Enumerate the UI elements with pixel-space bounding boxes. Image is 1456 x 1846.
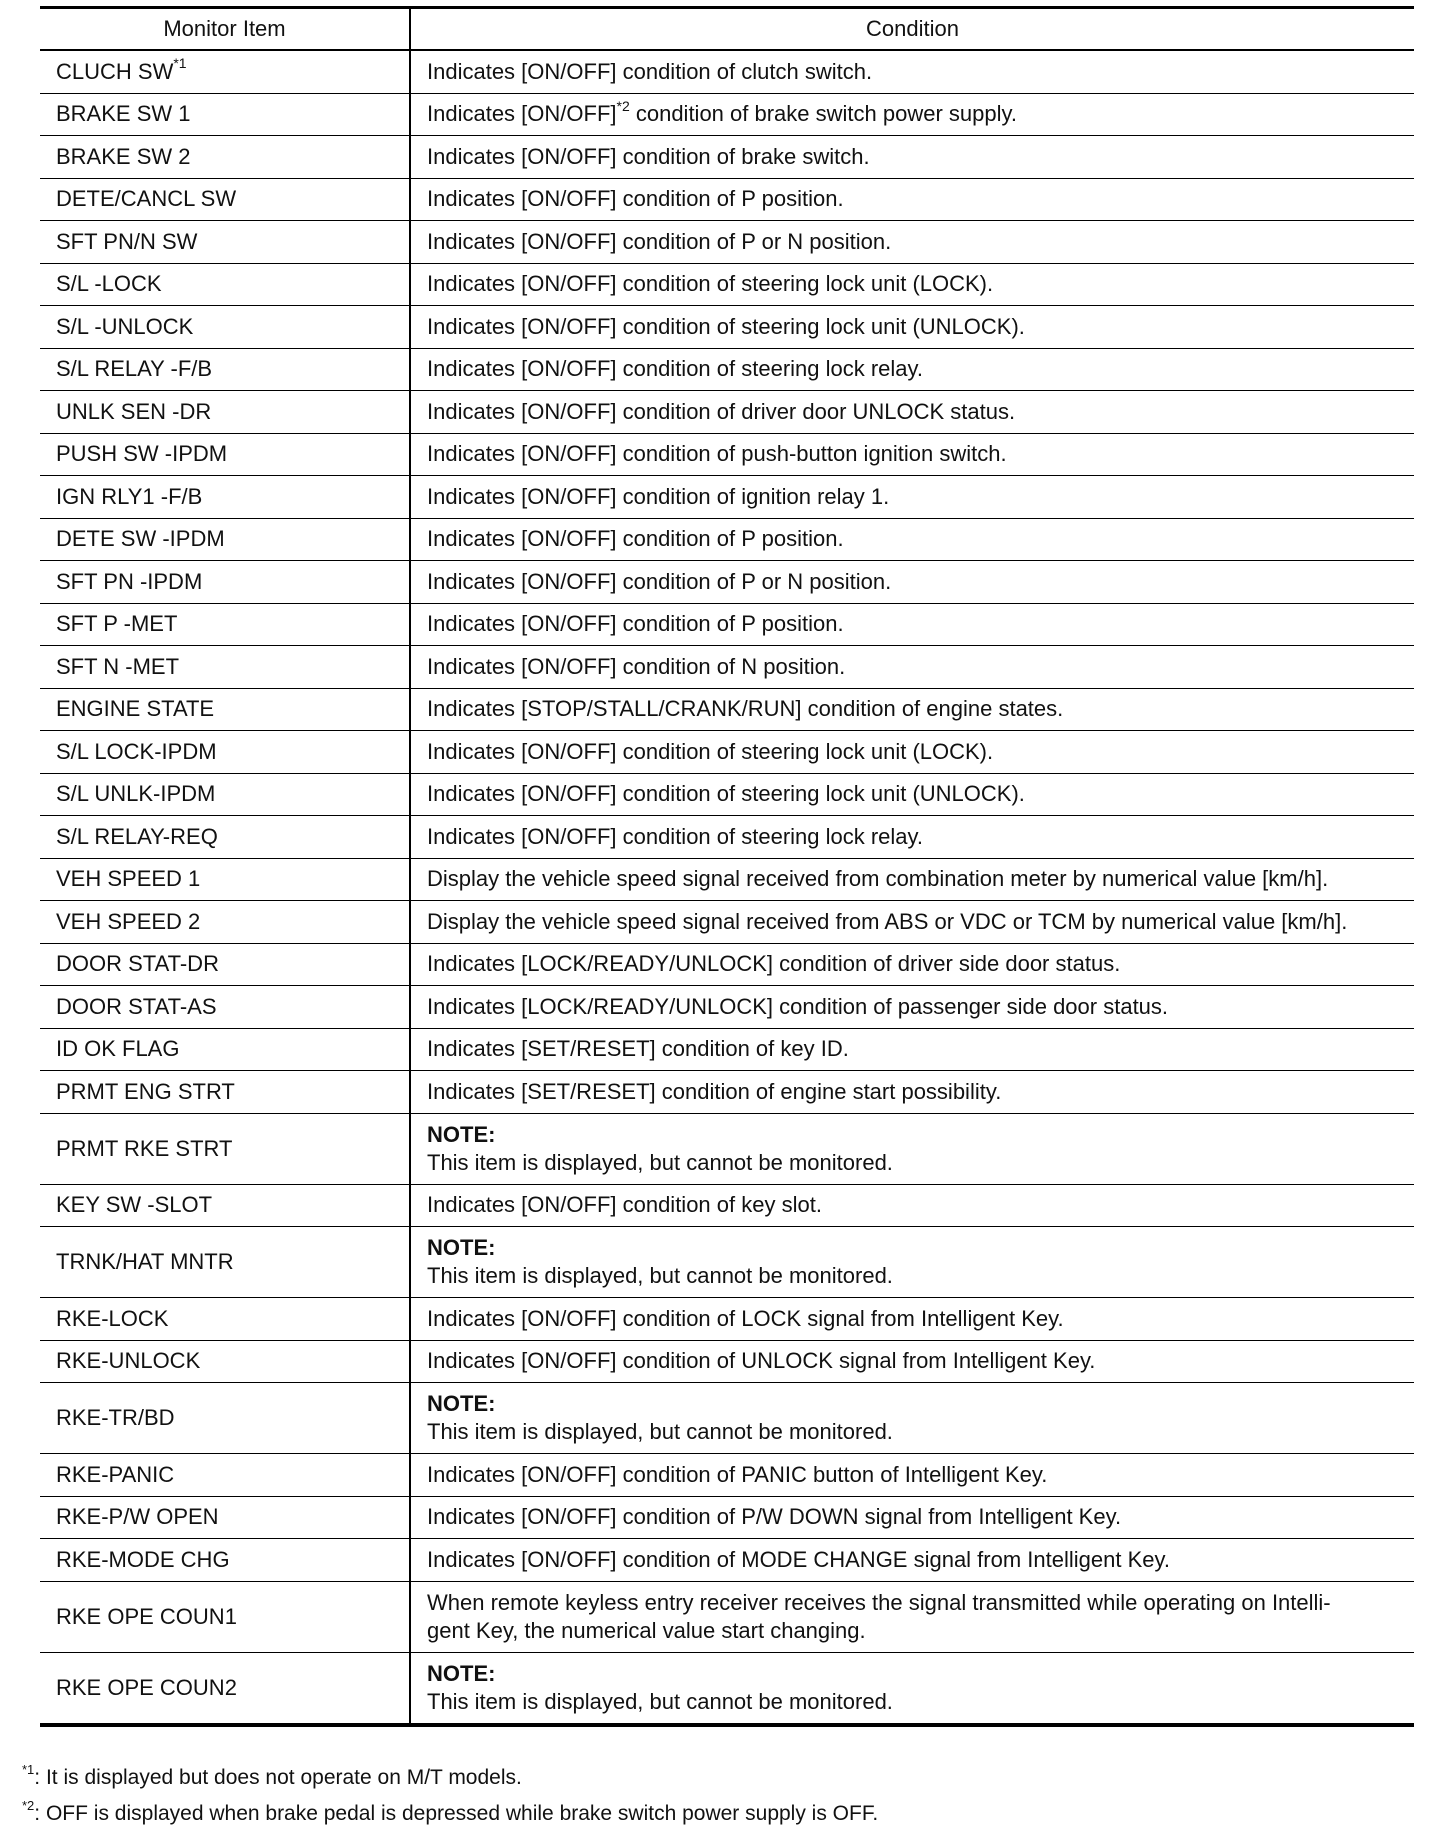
- condition-cell: [410, 688, 1414, 731]
- table-row: [40, 433, 1414, 476]
- table-row: [40, 1652, 1414, 1725]
- monitor-item-cell: [40, 518, 410, 561]
- monitor-item-cell: [40, 1454, 410, 1497]
- table-row: [40, 1340, 1414, 1383]
- monitor-item-cell: [40, 1539, 410, 1582]
- condition-text: Indicates [ON/OFF] condition of steering lock unit (LOCK).: [427, 271, 994, 297]
- condition-cell: [410, 476, 1414, 519]
- condition-cell: [410, 1071, 1414, 1114]
- monitor-item-cell: [40, 1581, 410, 1652]
- monitor-item-label: CLUCH SW: [56, 58, 174, 84]
- monitor-item-cell: [40, 221, 410, 264]
- header-condition: Condition: [410, 8, 1414, 51]
- monitor-item-label: S/L LOCK-IPDM: [56, 738, 217, 764]
- monitor-item-label: RKE OPE COUN1: [56, 1603, 237, 1629]
- monitor-item-label: KEY SW -SLOT: [56, 1192, 213, 1218]
- monitor-item-label: PUSH SW -IPDM: [56, 441, 228, 467]
- condition-cell: [410, 1184, 1414, 1227]
- table-row: [40, 93, 1414, 136]
- condition-cell: [410, 1383, 1414, 1454]
- monitor-item-label: RKE-PANIC: [56, 1461, 175, 1487]
- condition-text: Indicates [ON/OFF] condition of brake switch.: [427, 143, 870, 169]
- monitor-item-cell: [40, 561, 410, 604]
- footnote-1: [22, 1760, 878, 1796]
- table-row: [40, 646, 1414, 689]
- condition-cell: [410, 1227, 1414, 1298]
- table-row: [40, 561, 1414, 604]
- table-row: [40, 603, 1414, 646]
- monitor-item-label: SFT PN/N SW: [56, 228, 198, 254]
- monitor-item-cell: [40, 348, 410, 391]
- table-row: [40, 1539, 1414, 1582]
- header-monitor-item: Monitor Item: [40, 8, 410, 51]
- table-row: [40, 263, 1414, 306]
- footnote-2: [22, 1796, 878, 1832]
- condition-cell: [410, 391, 1414, 434]
- condition-cell: [410, 306, 1414, 349]
- table-row: [40, 943, 1414, 986]
- table-row: [40, 1298, 1414, 1341]
- condition-cell: [410, 1496, 1414, 1539]
- condition-text: Display the vehicle speed signal received from combination meter by numerical value [km/h].: [427, 866, 1329, 892]
- table-row: [40, 1071, 1414, 1114]
- condition-cell: [410, 1340, 1414, 1383]
- monitor-item-label: RKE-LOCK: [56, 1305, 169, 1331]
- condition-text: Indicates [ON/OFF] condition of driver door UNLOCK status.: [427, 398, 1016, 424]
- condition-cell: [410, 858, 1414, 901]
- condition-cell: [410, 348, 1414, 391]
- monitor-item-cell: [40, 1227, 410, 1298]
- table-row: [40, 986, 1414, 1029]
- monitor-item-cell: [40, 858, 410, 901]
- monitor-item-label: SFT PN -IPDM: [56, 568, 203, 594]
- monitor-item-label: PRMT RKE STRT: [56, 1135, 233, 1161]
- monitor-item-cell: [40, 50, 410, 93]
- monitor-item-label: S/L -LOCK: [56, 271, 162, 297]
- monitor-item-cell: [40, 178, 410, 221]
- condition-text: condition of brake switch power supply.: [629, 101, 1017, 127]
- condition-cell: [410, 1028, 1414, 1071]
- condition-text-line: gent Key, the numerical value start changing.: [427, 1617, 866, 1643]
- monitor-item-label: IGN RLY1 -F/B: [56, 483, 203, 509]
- monitor-item-cell: [40, 1113, 410, 1184]
- table-row: [40, 816, 1414, 859]
- note-label: NOTE:: [427, 1660, 496, 1686]
- condition-text: Indicates [SET/RESET] condition of engine start possibility.: [427, 1078, 1002, 1104]
- condition-cell: [410, 518, 1414, 561]
- condition-text: Indicates [ON/OFF] condition of steering lock relay.: [427, 823, 924, 849]
- table-row: [40, 518, 1414, 561]
- table-row: [40, 1227, 1414, 1298]
- monitor-item-cell: [40, 433, 410, 476]
- condition-text: Indicates [ON/OFF] condition of P position.: [427, 526, 844, 552]
- condition-cell: [410, 943, 1414, 986]
- monitor-item-label: RKE-P/W OPEN: [56, 1504, 219, 1530]
- footnote-reference: *1: [173, 55, 187, 72]
- monitor-item-label: BRAKE SW 1: [56, 101, 191, 127]
- note-text: This item is displayed, but cannot be monitored.: [427, 1263, 893, 1288]
- condition-cell: [410, 263, 1414, 306]
- monitor-item-label: RKE OPE COUN2: [56, 1674, 237, 1700]
- monitor-item-cell: [40, 1184, 410, 1227]
- monitor-item-label: TRNK/HAT MNTR: [56, 1249, 234, 1274]
- condition-text: Indicates [ON/OFF] condition of ignition relay 1.: [427, 483, 890, 509]
- monitor-item-cell: [40, 1298, 410, 1341]
- condition-cell: [410, 561, 1414, 604]
- monitor-item-cell: [40, 1496, 410, 1539]
- condition-text: Indicates [ON/OFF] condition of LOCK signal from Intelligent Key.: [427, 1305, 1064, 1331]
- table-row: [40, 1184, 1414, 1227]
- note-label: NOTE:: [427, 1235, 496, 1260]
- monitor-item-cell: [40, 688, 410, 731]
- table-row: [40, 1581, 1414, 1652]
- table-row: [40, 731, 1414, 774]
- monitor-item-cell: [40, 731, 410, 774]
- monitor-item-label: S/L RELAY -F/B: [56, 356, 213, 382]
- footnote-reference: *2: [616, 97, 630, 114]
- condition-text: Indicates [ON/OFF] condition of push-button ignition switch.: [427, 441, 1007, 467]
- condition-text: Indicates [ON/OFF] condition of key slot.: [427, 1192, 822, 1218]
- table-row: [40, 1113, 1414, 1184]
- condition-cell: [410, 221, 1414, 264]
- condition-cell: [410, 816, 1414, 859]
- table-row: [40, 476, 1414, 519]
- table-row: [40, 1383, 1414, 1454]
- monitor-item-label: RKE-MODE CHG: [56, 1546, 230, 1572]
- condition-cell: [410, 773, 1414, 816]
- monitor-item-cell: [40, 773, 410, 816]
- condition-cell: [410, 1113, 1414, 1184]
- footnote-mark: *2: [22, 1798, 35, 1813]
- monitor-item-label: DOOR STAT-DR: [56, 951, 219, 977]
- monitor-item-cell: [40, 136, 410, 179]
- condition-cell: [410, 986, 1414, 1029]
- table-row: [40, 688, 1414, 731]
- monitor-item-label: BRAKE SW 2: [56, 143, 191, 169]
- monitor-item-cell: [40, 986, 410, 1029]
- condition-text: Indicates [LOCK/READY/UNLOCK] condition of passenger side door status.: [427, 993, 1169, 1019]
- monitor-item-label: ID OK FLAG: [56, 1036, 180, 1062]
- table-header-row: [40, 8, 1414, 51]
- monitor-item-cell: [40, 1028, 410, 1071]
- table-row: [40, 1496, 1414, 1539]
- footnote-text: : OFF is displayed when brake pedal is depressed while brake switch power supply is OFF.: [34, 1802, 879, 1825]
- condition-text: Indicates [ON/OFF] condition of clutch switch.: [427, 58, 873, 84]
- monitor-item-cell: [40, 1340, 410, 1383]
- condition-text: Indicates [ON/OFF] condition of N position.: [427, 653, 846, 679]
- table-row: [40, 306, 1414, 349]
- condition-cell: [410, 136, 1414, 179]
- condition-text: Indicates [ON/OFF] condition of steering lock unit (LOCK).: [427, 738, 994, 764]
- monitor-item-cell: [40, 646, 410, 689]
- monitor-item-cell: [40, 1652, 410, 1725]
- note-text: This item is displayed, but cannot be monitored.: [427, 1419, 893, 1444]
- condition-cell: [410, 603, 1414, 646]
- table-row: [40, 50, 1414, 93]
- note-text: This item is displayed, but cannot be monitored.: [427, 1688, 893, 1714]
- table-row: [40, 178, 1414, 221]
- footnote-text: : It is displayed but does not operate on M/T models.: [34, 1766, 522, 1789]
- monitor-item-label: ENGINE STATE: [56, 696, 215, 722]
- monitor-item-cell: [40, 943, 410, 986]
- table-row: [40, 221, 1414, 264]
- condition-cell: [410, 50, 1414, 93]
- condition-text-line: When remote keyless entry receiver receives the signal transmitted while operating on Intelli-: [427, 1589, 1331, 1615]
- monitor-item-cell: [40, 1383, 410, 1454]
- table-row: [40, 1028, 1414, 1071]
- table-body: [40, 50, 1414, 1725]
- table-row: [40, 858, 1414, 901]
- monitor-item-label: PRMT ENG STRT: [56, 1078, 235, 1104]
- monitor-item-label: RKE-TR/BD: [56, 1405, 175, 1430]
- condition-text: Indicates [ON/OFF] condition of P position.: [427, 186, 844, 212]
- monitor-item-cell: [40, 901, 410, 944]
- monitor-item-label: DETE/CANCL SW: [56, 186, 237, 212]
- monitor-item-label: SFT P -MET: [56, 611, 178, 637]
- footnotes: [22, 1760, 878, 1832]
- condition-cell: [410, 1539, 1414, 1582]
- monitor-item-cell: [40, 391, 410, 434]
- table-row: [40, 901, 1414, 944]
- monitor-item-label: UNLK SEN -DR: [56, 398, 212, 424]
- monitor-item-label: S/L UNLK-IPDM: [56, 781, 216, 807]
- condition-text: Indicates [LOCK/READY/UNLOCK] condition of driver side door status.: [427, 951, 1121, 977]
- monitor-item-label: VEH SPEED 1: [56, 866, 201, 892]
- condition-text: Indicates [ON/OFF] condition of P/W DOWN signal from Intelligent Key.: [427, 1504, 1122, 1530]
- condition-cell: [410, 731, 1414, 774]
- condition-cell: [410, 178, 1414, 221]
- condition-text: Indicates [ON/OFF] condition of P or N position.: [427, 228, 892, 254]
- condition-cell: [410, 433, 1414, 476]
- condition-text: Indicates [ON/OFF]: [427, 101, 617, 127]
- condition-text: Indicates [STOP/STALL/CRANK/RUN] condition of engine states.: [427, 696, 1064, 722]
- note-label: NOTE:: [427, 1391, 496, 1416]
- table-row: [40, 391, 1414, 434]
- monitor-item-label: S/L RELAY-REQ: [56, 823, 218, 849]
- footnote-mark: *1: [22, 1762, 35, 1777]
- condition-text: Indicates [ON/OFF] condition of steering lock relay.: [427, 356, 924, 382]
- condition-text: Display the vehicle speed signal received from ABS or VDC or TCM by numerical value [km/h].: [427, 908, 1348, 934]
- table-row: [40, 1454, 1414, 1497]
- monitor-item-label: S/L -UNLOCK: [56, 313, 194, 339]
- condition-text: Indicates [ON/OFF] condition of P or N position.: [427, 568, 892, 594]
- monitor-item-cell: [40, 603, 410, 646]
- condition-text: Indicates [SET/RESET] condition of key ID.: [427, 1036, 849, 1062]
- monitor-item-cell: [40, 263, 410, 306]
- condition-cell: [410, 1581, 1414, 1652]
- table-row: [40, 136, 1414, 179]
- condition-cell: [410, 93, 1414, 136]
- monitor-item-cell: [40, 476, 410, 519]
- note-label: NOTE:: [427, 1121, 496, 1147]
- table-row: [40, 348, 1414, 391]
- monitor-item-label: RKE-UNLOCK: [56, 1348, 201, 1374]
- condition-cell: [410, 1298, 1414, 1341]
- monitor-table-container: [40, 6, 1414, 1727]
- table-row: [40, 773, 1414, 816]
- monitor-item-label: VEH SPEED 2: [56, 908, 201, 934]
- condition-text: Indicates [ON/OFF] condition of P position.: [427, 611, 844, 637]
- monitor-item-cell: [40, 306, 410, 349]
- monitor-item-label: DOOR STAT-AS: [56, 993, 217, 1019]
- monitor-item-label: SFT N -MET: [56, 653, 180, 679]
- note-text: This item is displayed, but cannot be monitored.: [427, 1149, 893, 1175]
- monitor-item-cell: [40, 1071, 410, 1114]
- condition-cell: [410, 1454, 1414, 1497]
- condition-cell: [410, 1652, 1414, 1725]
- condition-cell: [410, 646, 1414, 689]
- condition-text: Indicates [ON/OFF] condition of UNLOCK signal from Intelligent Key.: [427, 1348, 1096, 1374]
- monitor-item-label: DETE SW -IPDM: [56, 526, 225, 552]
- condition-text: Indicates [ON/OFF] condition of steering lock unit (UNLOCK).: [427, 781, 1025, 807]
- condition-text: Indicates [ON/OFF] condition of PANIC button of Intelligent Key.: [427, 1461, 1048, 1487]
- monitor-item-cell: [40, 93, 410, 136]
- monitor-item-table: [40, 6, 1414, 1727]
- condition-text: Indicates [ON/OFF] condition of MODE CHANGE signal from Intelligent Key.: [427, 1546, 1170, 1572]
- condition-cell: [410, 901, 1414, 944]
- monitor-item-cell: [40, 816, 410, 859]
- condition-text: Indicates [ON/OFF] condition of steering lock unit (UNLOCK).: [427, 313, 1025, 339]
